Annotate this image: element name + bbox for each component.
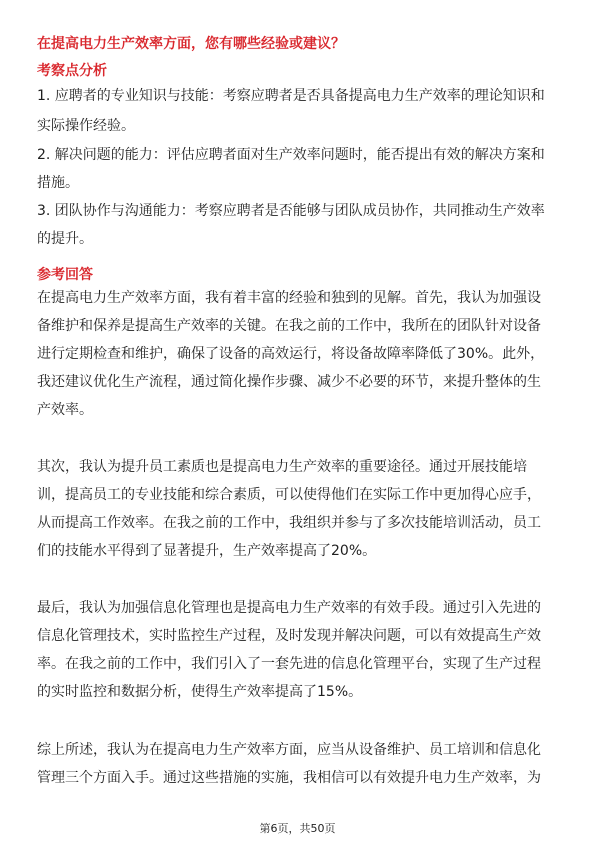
analysis-line: 2. 解决问题的能力：评估应聘者面对生产效率问题时，能否提出有效的解决方案和	[37, 147, 545, 163]
analysis-line: 1. 应聘者的专业知识与技能：考察应聘者是否具备提高电力生产效率的理论知识和	[37, 88, 545, 104]
analysis-line: 的提升。	[37, 231, 93, 247]
answer-line: 的实时监控和数据分析，使得生产效率提高了15%。	[37, 684, 363, 700]
answer-line: 从而提高工作效率。在我之前的工作中，我组织并参与了多次技能培训活动，员工	[37, 515, 541, 531]
answer-line: 备维护和保养是提高生产效率的关键。在我之前的工作中，我所在的团队针对设备	[37, 318, 541, 334]
analysis-title: 考察点分析	[37, 63, 107, 79]
answer-line: 率。在我之前的工作中，我们引入了一套先进的信息化管理平台，实现了生产过程	[37, 656, 541, 672]
page-footer: 第6页，共50页	[259, 822, 336, 835]
answer-line: 进行定期检查和维护，确保了设备的高效运行，将设备故障率降低了30%。此外，	[37, 346, 545, 362]
analysis-line: 3. 团队协作与沟通能力：考察应聘者是否能够与团队成员协作，共同推动生产效率	[37, 203, 545, 219]
answer-line: 信息化管理技术，实时监控生产过程，及时发现并解决问题，可以有效提高生产效	[37, 628, 541, 644]
analysis-line: 实际操作经验。	[37, 118, 135, 134]
analysis-line: 措施。	[37, 175, 79, 191]
question-heading: 在提高电力生产效率方面，您有哪些经验或建议？	[37, 36, 345, 52]
answer-line: 们的技能水平得到了显著提升，生产效率提高了20%。	[37, 543, 377, 559]
answer-line: 训，提高员工的专业技能和综合素质，可以使得他们在实际工作中更加得心应手，	[37, 487, 541, 503]
answer-title: 参考回答	[37, 267, 93, 283]
answer-line: 我还建议优化生产流程，通过简化操作步骤、减少不必要的环节，来提升整体的生	[37, 374, 541, 390]
answer-line: 最后，我认为加强信息化管理也是提高电力生产效率的有效手段。通过引入先进的	[37, 600, 541, 616]
answer-line: 综上所述，我认为在提高电力生产效率方面，应当从设备维护、员工培训和信息化	[37, 742, 541, 758]
answer-line: 在提高电力生产效率方面，我有着丰富的经验和独到的见解。首先，我认为加强设	[37, 290, 541, 306]
answer-line: 产效率。	[37, 402, 93, 418]
answer-line: 管理三个方面入手。通过这些措施的实施，我相信可以有效提升电力生产效率，为	[37, 770, 541, 786]
answer-line: 其次，我认为提升员工素质也是提高电力生产效率的重要途径。通过开展技能培	[37, 459, 527, 475]
